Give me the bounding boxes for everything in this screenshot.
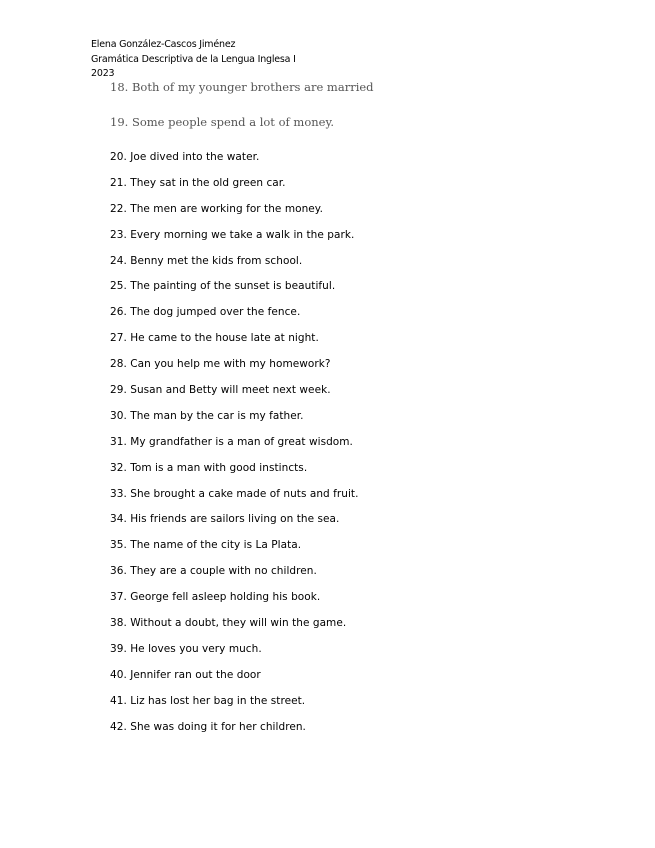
list-item: 28. Can you help me with my homework? bbox=[110, 358, 331, 371]
list-item: 21. They sat in the old green car. bbox=[110, 176, 286, 189]
list-item: 35. The name of the city is La Plata. bbox=[110, 539, 302, 552]
document-header bbox=[91, 38, 296, 82]
author-name: Elena González-Cascos Jiménez bbox=[91, 39, 236, 50]
document-year: 2023 bbox=[91, 68, 115, 79]
list-item: 36. They are a couple with no children. bbox=[110, 565, 317, 578]
list-item: 41. Liz has lost her bag in the street. bbox=[110, 694, 306, 707]
sentence-list bbox=[110, 150, 359, 745]
list-item: 30. The man by the car is my father. bbox=[110, 409, 304, 422]
list-item: 26. The dog jumped over the fence. bbox=[110, 306, 301, 319]
list-item: 29. Susan and Betty will meet next week. bbox=[110, 384, 331, 397]
list-item: 31. My grandfather is a man of great wisdom. bbox=[110, 435, 353, 448]
list-item: 24. Benny met the kids from school. bbox=[110, 254, 303, 267]
list-item: 27. He came to the house late at night. bbox=[110, 332, 319, 345]
list-item: 34. His friends are sailors living on the sea. bbox=[110, 513, 340, 526]
list-item: 19. Some people spend a lot of money. bbox=[110, 115, 335, 129]
list-item: 23. Every morning we take a walk in the park. bbox=[110, 228, 355, 241]
list-item: 32. Tom is a man with good instincts. bbox=[110, 461, 308, 474]
list-item: 20. Joe dived into the water. bbox=[110, 151, 260, 163]
list-item: 39. He loves you very much. bbox=[110, 642, 262, 655]
list-item: 37. George fell asleep holding his book. bbox=[110, 591, 321, 604]
list-item: 40. Jennifer ran out the door bbox=[110, 668, 261, 681]
list-item: 22. The men are working for the money. bbox=[110, 202, 323, 215]
list-item: 25. The painting of the sunset is beautiful. bbox=[110, 280, 336, 293]
list-item: 38. Without a doubt, they will win the game. bbox=[110, 617, 347, 630]
list-item: 18. Both of my younger brothers are married bbox=[110, 80, 374, 94]
list-item: 33. She brought a cake made of nuts and fruit. bbox=[110, 487, 359, 500]
list-item: 42. She was doing it for her children. bbox=[110, 720, 306, 733]
course-title: Gramática Descriptiva de la Lengua Inglesa I bbox=[91, 53, 296, 65]
